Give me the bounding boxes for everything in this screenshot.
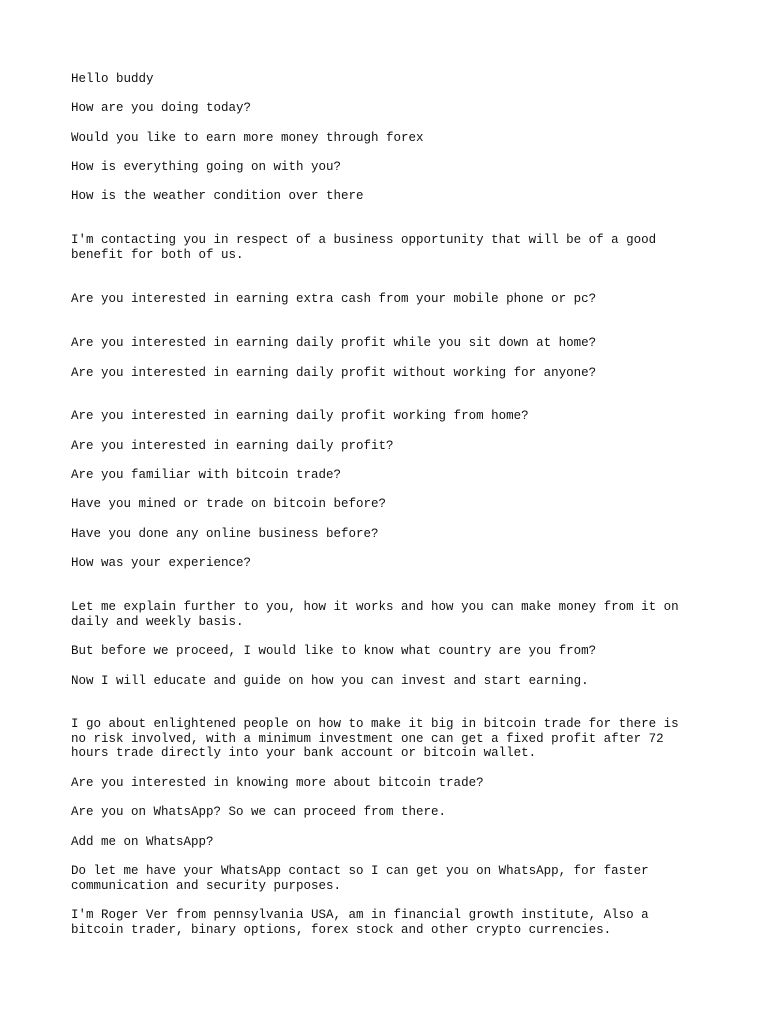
paragraph-weather: How is the weather condition over there [71, 189, 364, 203]
paragraph-whatsapp-contact: Do let me have your WhatsApp contact so I can get you on WhatsApp, for faster communication and security purposes. [71, 864, 649, 893]
paragraph-knowing-more: Are you interested in knowing more about bitcoin trade? [71, 776, 484, 790]
paragraph-mined-bitcoin: Have you mined or trade on bitcoin before? [71, 497, 387, 511]
paragraph-on-whatsapp: Are you on WhatsApp? So we can proceed from there. [71, 805, 447, 819]
paragraph-earn-forex: Would you like to earn more money through forex [71, 131, 424, 145]
paragraph-daily-profit: Are you interested in earning daily profit? [71, 439, 394, 453]
paragraph-explain-further: Let me explain further to you, how it works and how you can make money from it on daily and weekly basis. [71, 600, 679, 629]
paragraph-profit-no-boss: Are you interested in earning daily profit without working for anyone? [71, 366, 597, 380]
paragraph-experience: How was your experience? [71, 556, 252, 570]
paragraph-enlightened: I go about enlightened people on how to make it big in bitcoin trade for there is no risk involved, with a minimum investment one can get a fixed profit after 72 hours trade directly into your bank account or bitcoin wallet. [71, 717, 679, 760]
paragraph-add-whatsapp: Add me on WhatsApp? [71, 835, 214, 849]
paragraph-how-is-everything: How is everything going on with you? [71, 160, 342, 174]
paragraph-how-are-you: How are you doing today? [71, 101, 252, 115]
paragraph-business-opportunity: I'm contacting you in respect of a business opportunity that will be of a good benefit for both of us. [71, 233, 657, 262]
paragraph-educate: Now I will educate and guide on how you can invest and start earning. [71, 674, 589, 688]
paragraph-profit-from-home: Are you interested in earning daily profit working from home? [71, 409, 529, 423]
paragraph-bitcoin-familiar: Are you familiar with bitcoin trade? [71, 468, 342, 482]
paragraph-extra-cash: Are you interested in earning extra cash from your mobile phone or pc? [71, 292, 597, 306]
paragraph-online-business: Have you done any online business before? [71, 527, 379, 541]
paragraph-greeting: Hello buddy [71, 72, 154, 86]
paragraph-country: But before we proceed, I would like to know what country are you from? [71, 644, 597, 658]
paragraph-profit-at-home: Are you interested in earning daily profit while you sit down at home? [71, 336, 597, 350]
paragraph-signature-intro: I'm Roger Ver from pennsylvania USA, am in financial growth institute, Also a bitcoin trader, binary options, forex stock and other crypto currencies. [71, 908, 649, 937]
